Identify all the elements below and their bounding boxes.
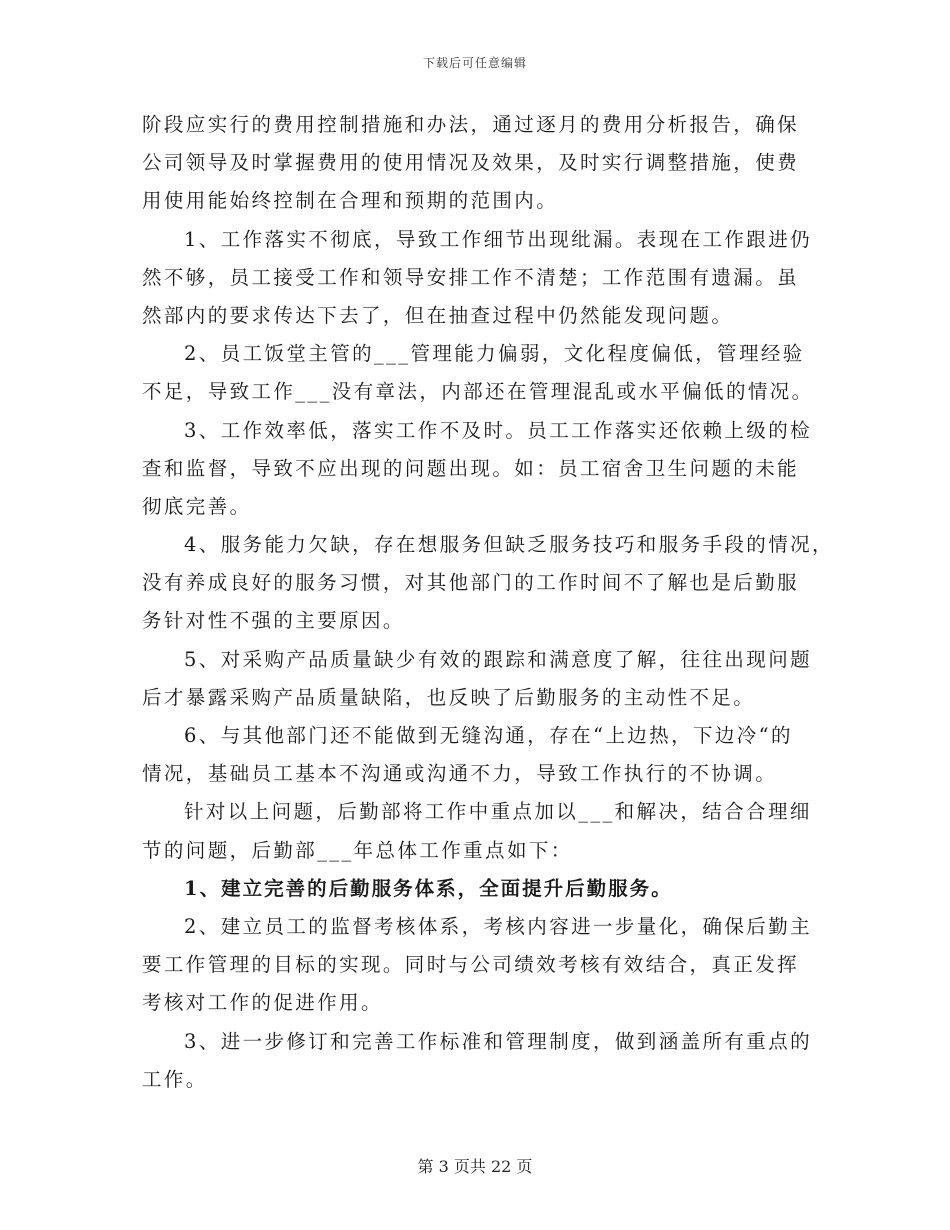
body-line: 公司领导及时掌握费用的使用情况及效果，及时实行调整措施，使费	[142, 151, 800, 175]
body-line: 阶段应实行的费用控制措施和办法，通过逐月的费用分析报告，确保	[142, 113, 800, 136]
summary-paragraph-line: 针对以上问题，后勤部将工作中重点加以___和解决，结合合理细	[184, 800, 812, 824]
key-point-3-line: 3、进一步修订和完善工作标准和管理制度，做到涵盖所有重点的	[184, 1029, 813, 1053]
page-footer: 第 3 页共 22 页	[417, 1157, 533, 1176]
paragraph-6-line: 6、与其他部门还不能做到无缝沟通，存在“上边热，下边冷“的	[184, 724, 793, 747]
body-line: 然不够，员工接受工作和领导安排工作不清楚；工作范围有遗漏。虽	[142, 265, 800, 289]
body-line: 用使用能始终控制在合理和预期的范围内。	[142, 189, 559, 213]
body-line: 考核对工作的促进作用。	[142, 991, 383, 1015]
body-line: 后才暴露采购产品质量缺陷，也反映了后勤服务的主动性不足。	[142, 685, 756, 709]
body-line: 查和监督，导致不应出现的问题出现。如：员工宿舍卫生问题的未能	[142, 456, 800, 480]
body-line: 然部内的要求传达下去了，但在抽查过程中仍然能发现问题。	[142, 303, 734, 327]
key-point-heading: 1、建立完善的后勤服务体系，全面提升后勤服务。	[184, 876, 673, 900]
paragraph-5-line: 5、对采购产品质量缺少有效的跟踪和满意度了解，往往出现问题	[184, 647, 813, 671]
body-line: 不足，导致工作___没有章法，内部还在管理混乱或水平偏低的情况。	[142, 380, 814, 404]
paragraph-1-line: 1、工作落实不彻底，导致工作细节出现纰漏。表现在工作跟进仍	[184, 227, 813, 251]
body-line: 彻底完善。	[142, 494, 252, 518]
body-line: 工作。	[142, 1067, 208, 1091]
document-body	[142, 106, 834, 1099]
key-point-2-line: 2、建立员工的监督考核体系，考核内容进一步量化，确保后勤主	[184, 914, 813, 938]
page-header: 下载后可任意编辑	[422, 56, 527, 70]
body-line: 要工作管理的目标的实现。同时与公司绩效考核有效结合，真正发挥	[142, 953, 800, 977]
body-line: 没有养成良好的服务习惯，对其他部门的工作时间不了解也是后勤服	[142, 571, 800, 595]
body-line: 务针对性不强的主要原因。	[142, 609, 405, 633]
paragraph-3-line: 3、工作效率低，落实工作不及时。员工工作落实还依赖上级的检	[184, 418, 813, 442]
paragraph-4-line: 4、服务能力欠缺，存在想服务但缺乏服务技巧和服务手段的情况，	[184, 533, 834, 557]
paragraph-2-line: 2、员工饭堂主管的___管理能力偏弱，文化程度偏低，管理经验	[184, 342, 805, 366]
body-line: 节的问题，后勤部___年总体工作重点如下：	[142, 838, 573, 862]
body-line: 情况，基础员工基本不沟通或沟通不力，导致工作执行的不协调。	[142, 762, 778, 786]
